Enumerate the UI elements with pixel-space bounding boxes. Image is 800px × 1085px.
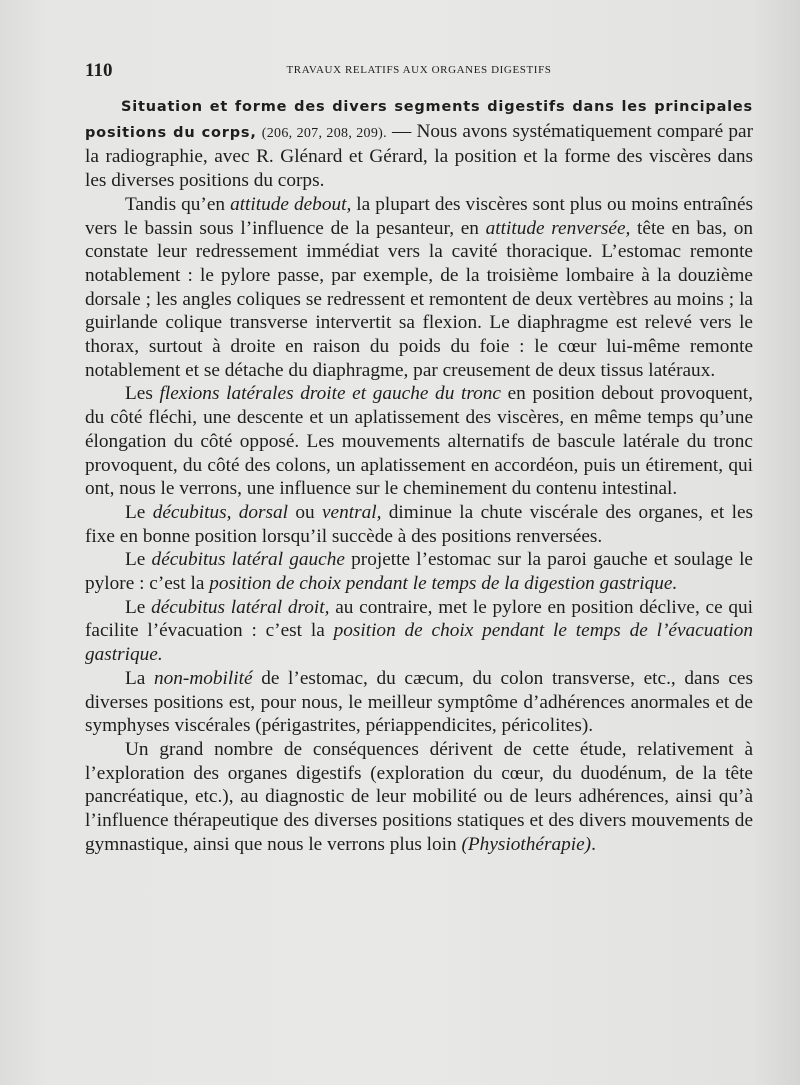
paragraph-5: Le décubitus latéral gauche projette l’estomac sur la paroi gauche et soulage le pylore : c’est la position de choix pendant le temps de la digestion gastrique. (85, 549, 753, 595)
paragraph-6: Le décubitus latéral droit, au contraire, met le pylore en position déclive, ce qui facilite l’évacuation : c’est la position de choix pendant le temps de l’évacuation gastrique. (85, 596, 753, 666)
page-header (85, 60, 753, 84)
paragraph-7: La non-mobilité de l’estomac, du cæcum, du colon transverse, etc., dans ces diverses positions est, pour nous, le meilleur symptôme d’adhérences anormales et de symphyses viscérales (périgastrites, périappendicites, péricolites). (85, 667, 753, 737)
section-heading: Situation et forme des divers segments digestifs dans les principales positions du corps, (85, 99, 753, 141)
body-text (85, 94, 753, 857)
page-number: 110 (85, 60, 113, 81)
paragraph-4: Le décubitus, dorsal ou ventral, diminue la chute viscérale des organes, et les fixe en bonne position lorsqu’il succède à des positions renversées. (85, 501, 754, 547)
paragraph-1: Situation et forme des divers segments digestifs dans les principales positions du corps, (206, 207, 208, 209). — Nous avons systématiquement comparé par la radiographie, avec R. Glénard et Gérard, la position et la forme des viscères dans les diverses positions du corps. (85, 99, 753, 192)
paragraph-8: Un grand nombre de conséquences dérivent de cette étude, relativement à l’exploration des organes digestifs (exploration du cœur, du duodénum, de la tête pancréatique, etc.), au diagnostic de leur mobilité ou de leurs adhérences, ainsi qu’à l’influence thérapeutique des diverses positions statiques et des divers mouvements de gymnastique, ainsi que nous le verrons plus loin (Physiothérapie). (85, 738, 753, 855)
paragraph-2: Tandis qu’en attitude debout, la plupart des viscères sont plus ou moins entraînés vers le bassin sous l’influence de la pesanteur, en attitude renversée, tête en bas, on constate leur redressement immédiat vers la cavité thoracique. L’estomac remonte notablement : le pylore passe, par exemple, de la troisième lombaire à la douzième dorsale ; les angles coliques se redressent et remontent de deux vertèbres au moins ; la guirlande colique transverse intervertit sa flexion. Le diaphragme est relevé vers le thorax, surtout à droite en raison du poids du foie : le cœur lui-même remonte notablement et se détache du diaphragme, par creusement de deux tissus latéraux. (85, 193, 754, 381)
running-title: TRAVAUX RELATIFS AUX ORGANES DIGESTIFS (286, 64, 552, 76)
references: (206, 207, 208, 209). (261, 125, 387, 141)
paragraph-3: Les flexions latérales droite et gauche du tronc en position debout provoquent, du côté fléchi, une descente et un aplatissement des viscères, en même temps qu’une élongation du côté opposé. Les mouvements alternatifs de bascule latérale du tronc provoquent, du côté des colons, un aplatissement en accordéon, puis un étirement, qui ont, nous le verrons, une influence sur le cheminement du contenu intestinal. (85, 383, 753, 500)
